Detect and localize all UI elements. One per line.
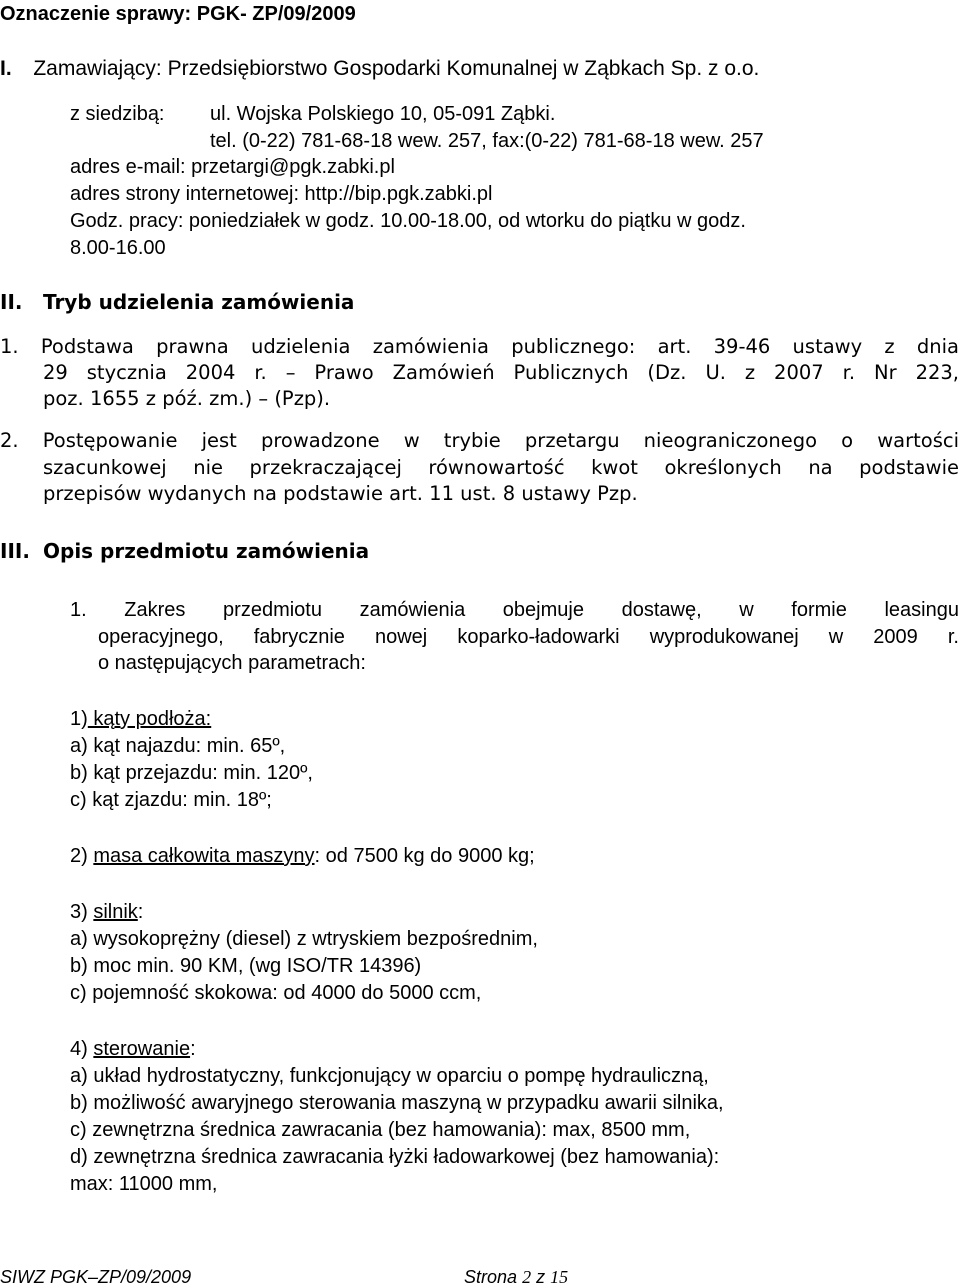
office-hours-line-1: Godz. pracy: poniedziałek w godz. 10.00-18.00, od wtorku do piątku w godz. xyxy=(70,210,746,232)
item-4-heading xyxy=(70,1037,196,1061)
scope-line-2: operacyjnego, fabrycznie nowej koparko-ładowarki wyprodukowanej w 2009 r. xyxy=(98,626,959,648)
office-hours-line-2: 8.00-16.00 xyxy=(70,237,166,259)
footer-total-pages: 15 xyxy=(550,1267,569,1287)
section-2-heading: Tryb udzielenia zamówienia xyxy=(43,290,355,314)
item-4-colon: : xyxy=(190,1038,196,1060)
item-1-line-a: a) kąt najazdu: min. 65º, xyxy=(70,735,286,757)
section-2-number: II. xyxy=(0,290,23,314)
item-1-title: kąty podłoża: xyxy=(87,708,212,730)
email-line: adres e-mail: przetargi@pgk.zabki.pl xyxy=(70,156,395,178)
footer-current-page: 2 xyxy=(522,1267,532,1287)
item-1-number: 1) xyxy=(70,708,88,730)
item-4-line-b: b) możliwość awaryjnego sterowania maszyną w przypadku awarii silnika, xyxy=(70,1092,724,1114)
item-2-value: : od 7500 kg do 9000 kg; xyxy=(314,845,535,867)
item-4-line-a: a) układ hydrostatyczny, funkcjonujący w oparciu o pompę hydrauliczną, xyxy=(70,1065,709,1087)
footer-page-number xyxy=(464,1267,568,1287)
procedure-line-3: przepisów wydanych na podstawie art. 11 ust. 8 ustawy Pzp. xyxy=(43,482,638,505)
item-4-number: 4) xyxy=(70,1038,94,1060)
item-3-title: silnik xyxy=(93,901,138,923)
item-1-line-c: c) kąt zjazdu: min. 18º; xyxy=(70,789,272,811)
item-4-title: sterowanie xyxy=(93,1038,191,1060)
legal-basis-line-1: 1. Podstawa prawna udzielenia zamówienia publicznego: art. 39-46 ustawy z dnia xyxy=(0,335,959,358)
contracting-authority-name: Przedsiębiorstwo Gospodarki Komunalnej w Ząbkach Sp. z o.o. xyxy=(167,57,760,80)
item-3-line-c: c) pojemność skokowa: od 4000 do 5000 ccm, xyxy=(70,982,482,1004)
footer-of: z xyxy=(536,1267,546,1287)
seat-label: z siedzibą: xyxy=(70,103,165,125)
footer-document-id: SIWZ PGK–ZP/09/2009 xyxy=(0,1267,192,1287)
footer-page-label: Strona xyxy=(464,1267,518,1287)
item-2-line xyxy=(70,844,535,868)
item-3-colon: : xyxy=(137,901,144,923)
item-1-line-b: b) kąt przejazdu: min. 120º, xyxy=(70,762,313,784)
website-line: adres strony internetowej: http://bip.pgk.zabki.pl xyxy=(70,183,493,205)
item-4-line-d: d) zewnętrzna średnica zawracania łyżki ładowarkowej (bez hamowania): xyxy=(70,1146,720,1168)
case-reference: Oznaczenie sprawy: PGK- ZP/09/2009 xyxy=(0,3,356,25)
item-4-line-c: c) zewnętrzna średnica zawracania (bez hamowania): max, 8500 mm, xyxy=(70,1119,691,1141)
item-2-title: masa całkowita maszyny xyxy=(93,845,315,867)
item-2-number: 2) xyxy=(70,845,94,867)
section-3-number: III. xyxy=(0,539,30,563)
item-3-line-a: a) wysokoprężny (diesel) z wtryskiem bezpośrednim, xyxy=(70,928,538,950)
address: ul. Wojska Polskiego 10, 05-091 Ząbki. xyxy=(210,103,556,125)
item-3-line-b: b) moc min. 90 KM, (wg ISO/TR 14396) xyxy=(70,955,422,977)
procedure-line-2: szacunkowej nie przekraczającej równowartość kwot określonych na podstawie xyxy=(43,456,959,479)
legal-basis-line-3: poz. 1655 z póź. zm.) – (Pzp). xyxy=(43,387,331,410)
item-3-number: 3) xyxy=(70,901,94,923)
item-3-heading xyxy=(70,900,143,924)
scope-line-1: 1. Zakres przedmiotu zamówienia obejmuje dostawę, w formie leasingu xyxy=(70,599,959,621)
item-1-heading xyxy=(70,707,211,731)
section-1-heading-line xyxy=(0,57,759,81)
section-1-number: I. xyxy=(0,57,12,80)
item-4-line-e: max: 11000 mm, xyxy=(70,1173,218,1195)
scope-line-3: o następujących parametrach: xyxy=(98,652,366,674)
procedure-line-1: 2. Postępowanie jest prowadzone w trybie przetargu nieograniczonego o wartości xyxy=(0,429,959,452)
section-3-heading: Opis przedmiotu zamówienia xyxy=(43,539,370,563)
legal-basis-line-2: 29 stycznia 2004 r. – Prawo Zamówień Publicznych (Dz. U. z 2007 r. Nr 223, xyxy=(43,361,959,384)
phone-fax: tel. (0-22) 781-68-18 wew. 257, fax:(0-22) 781-68-18 wew. 257 xyxy=(210,130,764,152)
section-1-heading: Zamawiający: xyxy=(33,57,162,80)
